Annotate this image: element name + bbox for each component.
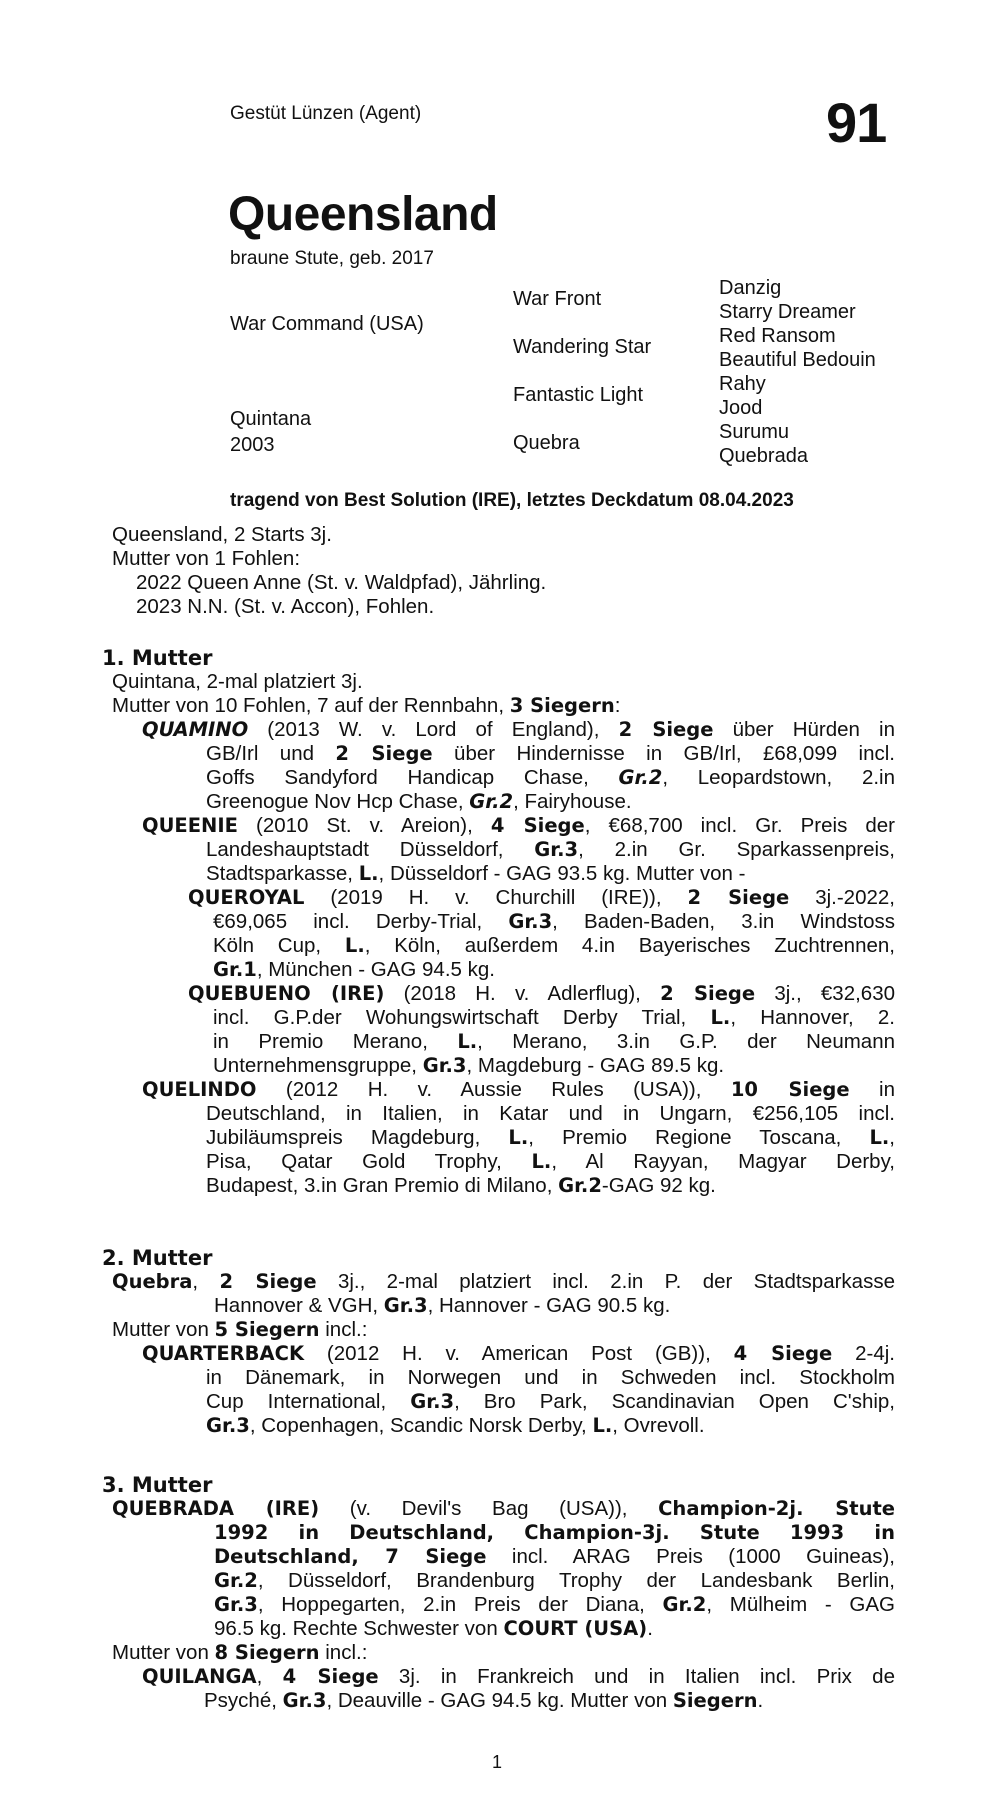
progeny-detail: Deutschland, in Italien, in Katar und in Ungarn, €256,105 incl. [206,1102,895,1125]
progeny-detail: Köln Cup, L., Köln, außerdem 4.in Bayerisches Zuchtrennen, [213,934,895,957]
pedigree-dam-year: 2003 [230,434,275,456]
horse-name: Queensland [228,188,498,241]
progeny-detail: Psyché, Gr.3, Deauville - GAG 94.5 kg. Mutter von Siegern. [204,1689,764,1712]
section-heading: 2. Mutter [102,1246,213,1270]
pedigree-gen3: Rahy [719,373,766,395]
progeny-quelindo: QUELINDO (2012 H. v. Aussie Rules (USA)), 10 Siege in [142,1078,895,1101]
consignor-agent: Gestüt Lünzen (Agent) [230,103,422,124]
dam-produce-summary: Mutter von 5 Siegern incl.: [112,1318,368,1341]
progeny-name: QUEROYAL [188,886,305,909]
dam-record-detail: Gr.2, Düsseldorf, Brandenburg Trophy der Landesbank Berlin, [214,1569,895,1592]
pedigree-sire-dam: Wandering Star [513,336,652,358]
pedigree-gen3: Danzig [719,277,782,299]
produce-intro: Mutter von 1 Fohlen: [112,547,301,570]
pedigree-gen3: Quebrada [719,445,808,467]
pedigree-dam-dam: Quebra [513,432,580,454]
dam-record-detail: Hannover & VGH, Gr.3, Hannover - GAG 90.5 kg. [214,1294,671,1317]
pedigree-gen3: Surumu [719,421,790,443]
dam-produce-summary: Mutter von 10 Fohlen, 7 auf der Rennbahn, 3 Siegern: [112,694,621,717]
pedigree-gen3: Beautiful Bedouin [719,349,876,371]
dam-record-detail: Deutschland, 7 Siege incl. ARAG Preis (1000 Guineas), [214,1545,895,1568]
progeny-detail: in Premio Merano, L., Merano, 3.in G.P. der Neumann [213,1030,896,1053]
progeny-name: QUEBUENO (IRE) [188,982,385,1005]
progeny-detail: in Dänemark, in Norwegen und in Schweden incl. Stockholm [206,1366,895,1389]
pedigree-sire: War Command (USA) [230,313,424,335]
race-record: Queensland, 2 Starts 3j. [112,523,332,546]
progeny-quebueno: QUEBUENO (IRE) (2018 H. v. Adlerflug), 2 Siege 3j., €32,630 [188,982,895,1005]
progeny-name: QUARTERBACK [142,1342,305,1365]
progeny-detail: Gr.1, München - GAG 94.5 kg. [213,958,495,981]
dam-record-detail: Gr.3, Hoppegarten, 2.in Preis der Diana, Gr.2, Mülheim - GAG [214,1593,895,1616]
horse-description: braune Stute, geb. 2017 [230,248,434,269]
progeny-name: QUELINDO [142,1078,257,1101]
pedigree-gen3: Jood [719,397,763,419]
pedigree-gen3: Starry Dreamer [719,301,856,323]
page-number: 1 [492,1752,503,1772]
section-heading: 1. Mutter [102,646,213,670]
progeny-detail: GB/Irl und 2 Siege über Hindernisse in GB/Irl, £68,099 incl. [206,742,895,765]
covering-info: tragend von Best Solution (IRE), letztes Deckdatum 08.04.2023 [230,490,794,511]
progeny-detail: Jubiläumspreis Magdeburg, L., Premio Regione Toscana, L., [206,1126,895,1149]
progeny-detail: Greenogue Nov Hcp Chase, Gr.2, Fairyhouse. [206,790,632,813]
pedigree-sire-sire: War Front [513,288,602,310]
progeny-detail: Stadtsparkasse, L., Düsseldorf - GAG 93.5 kg. Mutter von - [206,862,746,885]
progeny-name: QUEENIE [142,814,238,837]
produce-item: 2022 Queen Anne (St. v. Waldpfad), Jährling. [136,571,547,594]
progeny-quarterback: QUARTERBACK (2012 H. v. American Post (GB)), 4 Siege 2-4j. [142,1342,896,1365]
produce-item: 2023 N.N. (St. v. Accon), Fohlen. [136,595,435,618]
dam-produce-summary: Mutter von 8 Siegern incl.: [112,1641,368,1664]
progeny-name: QUAMINO [142,718,249,741]
dam-record-detail: 1992 in Deutschland, Champion-3j. Stute 1993 in [214,1521,895,1544]
section-heading: 3. Mutter [102,1473,213,1497]
dam-record: Quintana, 2-mal platziert 3j. [112,670,363,693]
dam-record: Quebra, 2 Siege 3j., 2-mal platziert incl. 2.in P. der Stadtsparkasse [112,1270,895,1293]
pedigree-gen3: Red Ransom [719,325,836,347]
pedigree-dam: Quintana [230,408,312,430]
progeny-detail: Gr.3, Copenhagen, Scandic Norsk Derby, L., Ovrevoll. [206,1414,705,1437]
progeny-quamino: QUAMINO (2013 W. v. Lord of England), 2 Siege über Hürden in [142,718,895,741]
progeny-queroyal: QUEROYAL (2019 H. v. Churchill (IRE)), 2 Siege 3j.-2022, [188,886,895,909]
progeny-detail: Landeshauptstadt Düsseldorf, Gr.3, 2.in Gr. Sparkassenpreis, [206,838,895,861]
lot-number: 91 [826,91,887,154]
progeny-detail: €69,065 incl. Derby-Trial, Gr.3, Baden-Baden, 3.in Windstoss [213,910,895,933]
progeny-queenie: QUEENIE (2010 St. v. Areion), 4 Siege, €68,700 incl. Gr. Preis der [142,814,896,837]
dam-record: QUEBRADA (IRE) (v. Devil's Bag (USA)), Champion-2j. Stute [112,1497,895,1520]
progeny-detail: incl. G.P.der Wohungswirtschaft Derby Trial, L., Hannover, 2. [213,1006,895,1029]
dam-record-detail: 96.5 kg. Rechte Schwester von COURT (USA). [214,1617,653,1640]
pedigree-dam-sire: Fantastic Light [513,384,644,406]
progeny-detail: Goffs Sandyford Handicap Chase, Gr.2, Leopardstown, 2.in [206,766,896,789]
progeny-detail: Unternehmensgruppe, Gr.3, Magdeburg - GAG 89.5 kg. [213,1054,725,1077]
progeny-detail: Cup International, Gr.3, Bro Park, Scandinavian Open C'ship, [206,1390,895,1413]
progeny-detail: Pisa, Qatar Gold Trophy, L., Al Rayyan, Magyar Derby, [206,1150,895,1173]
progeny-name: QUILANGA [142,1665,257,1688]
progeny-quilanga: QUILANGA, 4 Siege 3j. in Frankreich und in Italien incl. Prix de [142,1665,895,1688]
progeny-detail: Budapest, 3.in Gran Premio di Milano, Gr.2-GAG 92 kg. [206,1174,716,1197]
